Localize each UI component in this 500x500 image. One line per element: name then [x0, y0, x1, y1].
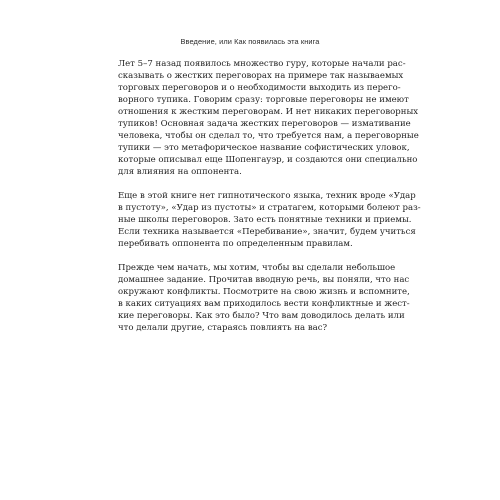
- text-line: в каких ситуациях вам приходилось вести конфликтные и жест-: [118, 299, 410, 309]
- text-line: окружают конфликты. Посмотрите на свою жизнь и вспомните,: [118, 287, 410, 297]
- running-header: Введение, или Как появилась эта книга: [180, 37, 320, 46]
- text-line: Лет 5–7 назад появилось множество гуру, которые начали рас-: [118, 59, 406, 69]
- text-line: для влияния на оппонента.: [118, 167, 242, 177]
- text-line: торговых переговоров и о необходимости выходить из перего-: [118, 83, 401, 93]
- paragraph-2: [118, 190, 421, 250]
- text-line: сказывать о жестких переговорах на примере так называемых: [118, 71, 404, 81]
- text-line: тупики — это метафорическое название софистических уловок,: [118, 143, 410, 153]
- text-line: тупиков! Основная задача жестких переговоров — измативание: [118, 119, 411, 129]
- paragraph-1: [118, 58, 419, 178]
- paragraph-3: [118, 262, 410, 334]
- body-text: [118, 58, 421, 334]
- text-line: что делали другие, стараясь повлиять на вас?: [118, 323, 328, 333]
- text-line: отношения к жестким переговорам. И нет никаких переговорных: [118, 107, 419, 117]
- text-line: кие переговоры. Как это было? Что вам доводилось делать или: [118, 311, 405, 321]
- text-line: человека, чтобы он сделал то, что требуется нам, а переговорные: [118, 131, 419, 141]
- text-line: ные школы переговоров. Зато есть понятные техники и приемы.: [118, 215, 412, 225]
- text-line: Прежде чем начать, мы хотим, чтобы вы сделали небольшое: [118, 263, 396, 273]
- text-line: ворного тупика. Говорим сразу: торговые переговоры не имеют: [118, 95, 409, 105]
- text-line: Еще в этой книге нет гипнотического языка, техник вроде «Удар: [118, 191, 416, 201]
- text-line: в пустоту», «Удар из пустоты» и стратагем, которыми болеют раз-: [118, 203, 421, 213]
- text-line: которые описывал еще Шопенгауэр, и создаются они специально: [118, 155, 418, 165]
- text-line: перебивать оппонента по определенным правилам.: [118, 239, 353, 249]
- text-line: домашнее задание. Прочитав вводную речь, вы поняли, что нас: [118, 275, 410, 285]
- text-line: Если техника называется «Перебивание», значит, будем учиться: [118, 227, 416, 237]
